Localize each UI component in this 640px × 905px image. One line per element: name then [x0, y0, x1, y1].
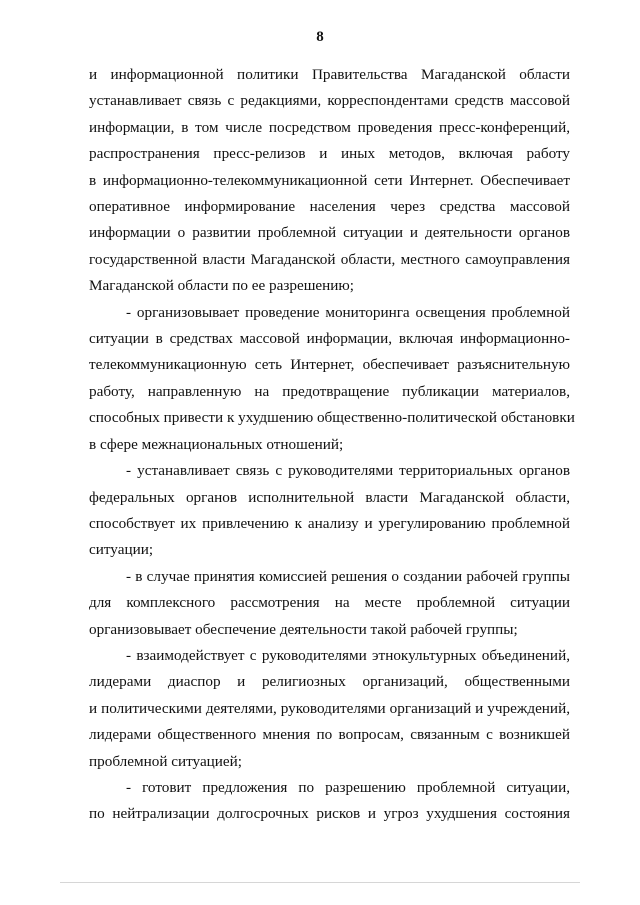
text-line: способствует их привлечению к анализу и урегулированию проблемной [89, 514, 570, 532]
text-line: информации, в том числе посредством проведения пресс-конференций, [89, 118, 570, 136]
text-line: государственной власти Магаданской области, местного самоуправления [89, 250, 570, 268]
text-line: информации о развитии проблемной ситуации и деятельности органов [89, 224, 570, 242]
text-line: и политическими деятелями, руководителями организаций и учреждений, [89, 699, 570, 717]
text-line: в сфере межнациональных отношений; [89, 435, 344, 453]
text-line: - в случае принятия комиссией решения о создании рабочей группы [126, 567, 570, 585]
page-edge-divider [60, 882, 580, 883]
text-line: федеральных органов исполнительной власти Магаданской области, [89, 488, 570, 506]
text-line: ситуации; [89, 541, 154, 559]
text-line: лидерами диаспор и религиозных организаций, общественными [89, 673, 570, 691]
document-body [89, 62, 575, 828]
text-line: - организовывает проведение мониторинга освещения проблемной [126, 303, 570, 321]
text-line: лидерами общественного мнения по вопросам, связанным с возникшей [89, 726, 570, 744]
paragraph [89, 564, 570, 643]
paragraph [89, 62, 570, 300]
paragraph [89, 775, 570, 828]
text-line: распространения пресс-релизов и иных методов, включая работу [89, 145, 570, 163]
text-line: работу, направленную на предотвращение публикации материалов, [89, 382, 570, 400]
text-line: в информационно-телекоммуникационной сети Интернет. Обеспечивает [89, 171, 570, 189]
text-line: - устанавливает связь с руководителями территориальных органов [126, 462, 570, 480]
text-line: ситуации в средствах массовой информации, включая информационно- [89, 330, 570, 348]
paragraph [89, 458, 570, 564]
text-line: оперативное информирование населения через средства массовой [89, 198, 570, 216]
paragraph [89, 643, 570, 775]
text-line: способных привести к ухудшению общественно-политической обстановки [89, 409, 575, 427]
text-line: устанавливает связь с редакциями, корреспондентами средств массовой [89, 92, 570, 110]
paragraph [89, 300, 575, 458]
text-line: Магаданской области по ее разрешению; [89, 277, 354, 295]
page-number: 8 [316, 29, 324, 45]
text-line: телекоммуникационную сеть Интернет, обеспечивает разъяснительную [89, 356, 570, 374]
text-line: - готовит предложения по разрешению проблемной ситуации, [126, 778, 570, 796]
text-line: и информационной политики Правительства Магаданской области [89, 66, 570, 83]
text-line: организовывает обеспечение деятельности такой рабочей группы; [89, 620, 518, 638]
text-line: проблемной ситуацией; [89, 752, 243, 770]
text-line: - взаимодействует с руководителями этнокультурных объединений, [126, 646, 570, 664]
text-line: для комплексного рассмотрения на месте проблемной ситуации [89, 594, 570, 612]
text-line: по нейтрализации долгосрочных рисков и угроз ухудшения состояния [89, 805, 570, 823]
